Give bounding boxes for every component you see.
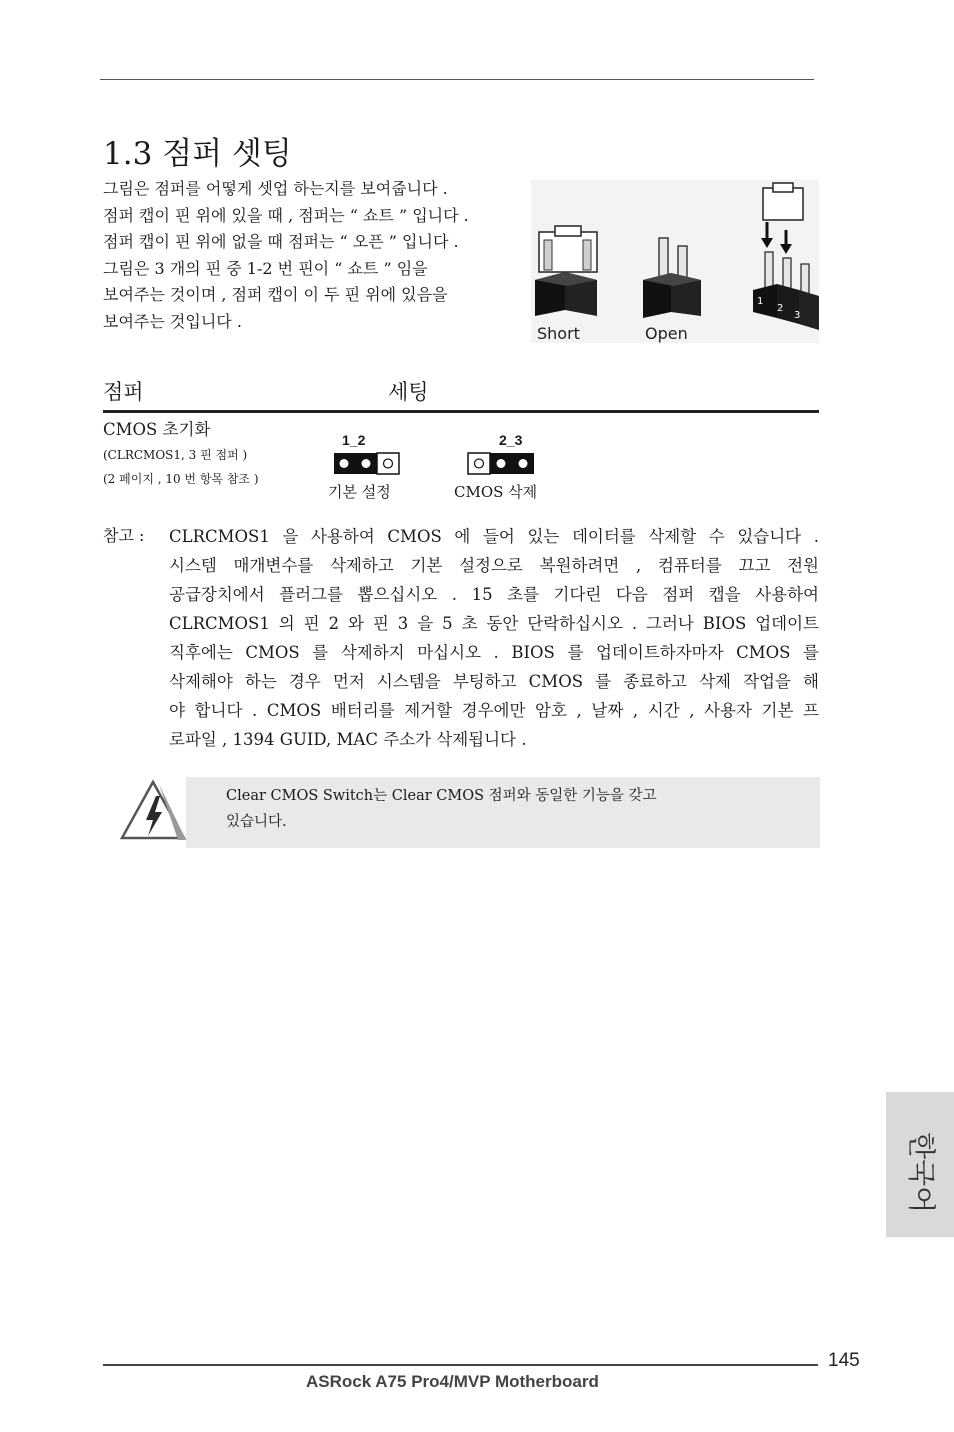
note-line: CLRCMOS1 을 사용하여 CMOS 에 들어 있는 데이터를 삭제할 수 있습니다 . [169, 527, 819, 546]
column-header-jumper: 점퍼 [103, 380, 144, 404]
footer-product: ASRock A75 Pro4/MVP Motherboard [306, 1372, 599, 1391]
option1-pin-diagram [333, 452, 401, 475]
intro-paragraph [103, 176, 535, 335]
option1-pin-label: 1_2 [342, 432, 366, 448]
callout-text [226, 783, 657, 835]
header-rule [103, 410, 819, 413]
open-label: Open [645, 324, 688, 343]
note-line: 공급장치에서 플러그를 뽑으십시오 . 15 초를 기다린 다음 점퍼 캡을 사용하여 [169, 585, 819, 604]
warning-icon [118, 778, 188, 844]
note-label: 참고 : [103, 526, 145, 545]
note-line: 삭제해야 하는 경우 먼저 시스템을 부팅하고 CMOS 를 종료하고 삭제 작업을 해 [169, 672, 819, 691]
column-header-setting: 세팅 [388, 380, 429, 404]
section-title: 1.3 점퍼 셋팅 [103, 136, 292, 172]
intro-line: 그림은 점퍼를 어떻게 셋업 하는지를 보여줍니다 . [103, 179, 448, 198]
note-paragraph [169, 522, 819, 754]
note-line: 로파일 , 1394 GUID, MAC 주소가 삭제됩니다 . [169, 730, 527, 749]
jumper-illustration [531, 180, 819, 343]
pin-number-2: 2 [777, 303, 784, 314]
pin-number-1: 1 [757, 296, 764, 307]
option2-pin-label: 2_3 [499, 432, 523, 448]
option1-caption: 기본 설정 [328, 483, 391, 501]
short-jumper-graphic [535, 226, 597, 316]
callout-line-2: 있습니다. [226, 814, 287, 830]
page-number: 145 [828, 1350, 860, 1371]
option2-pin-diagram [467, 452, 535, 475]
row-reference: (2 페이지 , 10 번 항목 참조 ) [103, 472, 259, 486]
intro-line: 점퍼 캡이 핀 위에 있을 때 , 점퍼는 “ 쇼트 ” 입니다 . [103, 205, 469, 225]
language-side-tab [886, 1092, 954, 1237]
language-label: 한국어 [905, 1132, 938, 1214]
row-name: CMOS 초기화 [103, 420, 211, 439]
option2-caption: CMOS 삭제 [454, 483, 538, 501]
intro-line: 그림은 3 개의 핀 중 1-2 번 핀이 “ 쇼트 ” 임을 [103, 258, 428, 278]
note-line: 직후에는 CMOS 를 삭제하지 마십시오 . BIOS 를 업데이트하자마자 CMOS 를 [169, 643, 819, 662]
jumper-drawing [531, 180, 819, 343]
row-subtitle: (CLRCMOS1, 3 핀 점퍼 ) [103, 448, 248, 462]
intro-line: 보여주는 것이며 , 점퍼 캡이 이 두 핀 위에 있음을 [103, 285, 448, 304]
note-line: 야 합니다 . CMOS 배터리를 제거할 경우에만 암호 , 날짜 , 시간 , 사용자 기본 프 [169, 701, 819, 720]
footer-rule [103, 1364, 818, 1366]
pin-number-3: 3 [794, 310, 801, 321]
intro-line: 보여주는 것입니다 . [103, 311, 242, 331]
callout-line-1: Clear CMOS Switch는 Clear CMOS 점퍼와 동일한 기능을 갖고 [226, 788, 657, 804]
three-pin-jumper-graphic [753, 183, 819, 330]
intro-line: 점퍼 캡이 핀 위에 없을 때 점퍼는 “ 오픈 ” 입니다 . [103, 232, 459, 251]
top-rule [100, 79, 814, 80]
note-line: 시스템 매개변수를 삭제하고 기본 설정으로 복원하려면 , 컴퓨터를 끄고 전원 [169, 556, 819, 575]
note-line: CLRCMOS1 의 핀 2 와 핀 3 을 5 초 동안 단락하십시오 . 그러나 BIOS 업데이트 [169, 614, 819, 633]
open-jumper-graphic [643, 238, 701, 318]
short-label: Short [537, 324, 580, 343]
